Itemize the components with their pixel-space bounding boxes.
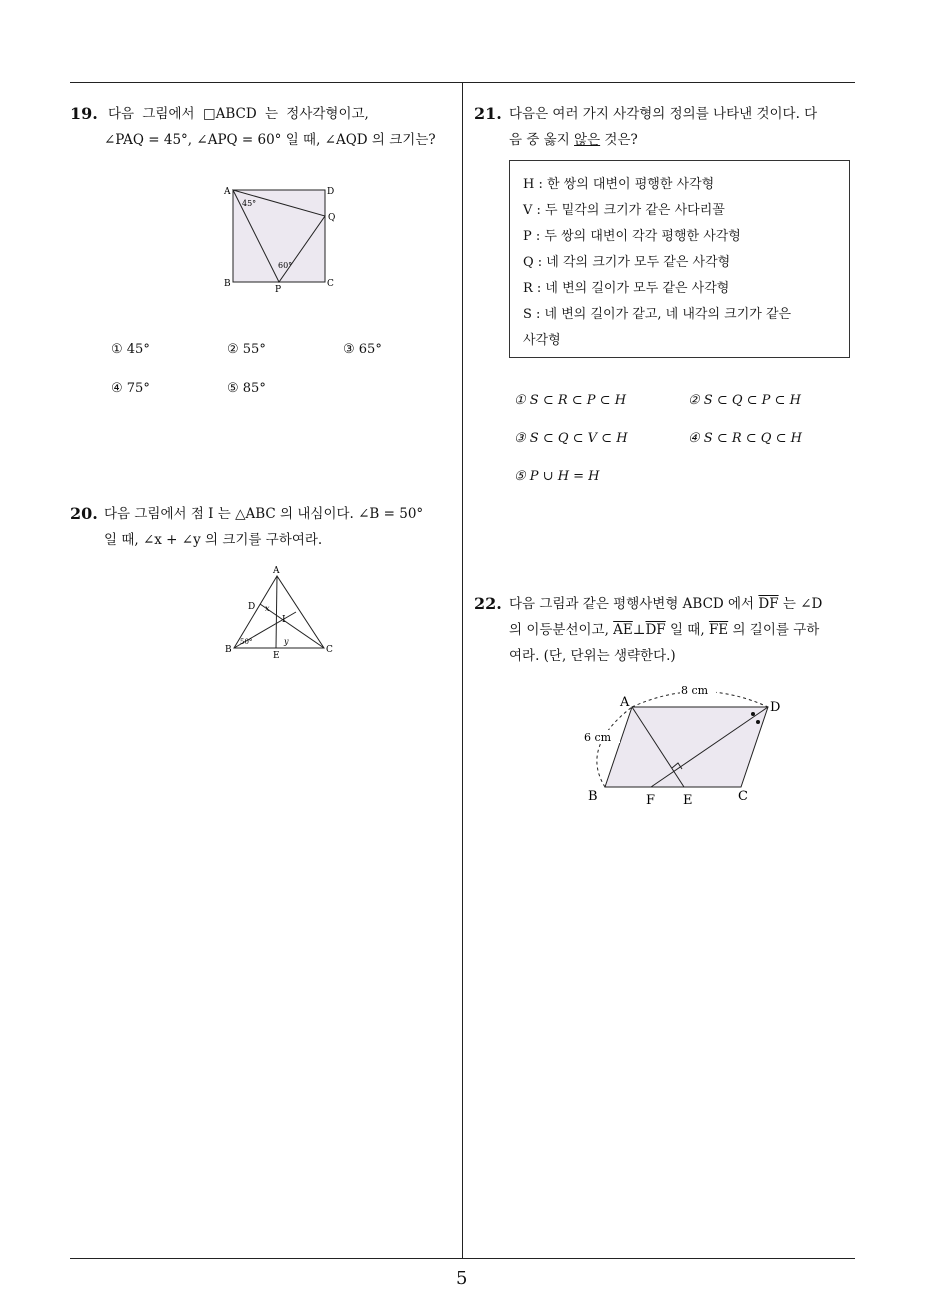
q22-line1-post: 는 ∠D (778, 596, 823, 612)
q21-def-S: S : 네 변의 길이가 같고, 네 내각의 크기가 같은 (523, 307, 792, 322)
q19-label-A: A (224, 187, 231, 197)
q20-label-C: C (326, 645, 333, 655)
q20-label-A: A (273, 566, 280, 576)
q22-length-6cm: 6 cm (584, 731, 612, 744)
q22-label-F: F (646, 793, 656, 808)
q21-def-S-cont: 사각형 (523, 333, 561, 348)
q19-choice-5[interactable]: ⑤ 85° (227, 381, 266, 396)
q21-underlined-word: 않은 (574, 132, 601, 148)
q19-angle-60: 60° (278, 261, 293, 270)
q20-line2: 일 때, ∠x + ∠y 의 크기를 구하여라. (104, 532, 323, 548)
q19-line2: ∠PAQ = 45°, ∠APQ = 60° 일 때, ∠AQD 의 크기는? (104, 132, 436, 148)
q22-parallelogram-figure (580, 678, 800, 808)
q21-choice-5[interactable]: ⑤ P ∪ H = H (514, 469, 600, 484)
q19-choice-1[interactable]: ① 45° (111, 342, 150, 357)
q19-choice-3[interactable]: ③ 65° (343, 342, 382, 357)
q20-line1: 다음 그림에서 점 I 는 △ABC 의 내심이다. ∠B = 50° (104, 506, 424, 522)
q19-angle-45: 45° (242, 199, 257, 208)
q21-choice-3[interactable]: ③ S ⊂ Q ⊂ V ⊂ H (514, 431, 628, 446)
q21-choice-4[interactable]: ④ S ⊂ R ⊂ Q ⊂ H (688, 431, 802, 446)
q22-line2-mid: 일 때, (665, 622, 709, 638)
q21-choice-1[interactable]: ① S ⊂ R ⊂ P ⊂ H (514, 393, 627, 408)
q22-seg-AE: $\overline{AE}$ (613, 622, 633, 638)
q19-label-B: B (224, 279, 231, 289)
q20-label-I: I (282, 615, 286, 625)
q21-line1: 다음은 여러 가지 사각형의 정의를 나타낸 것이다. 다 (509, 106, 818, 122)
q22-label-D: D (770, 700, 781, 715)
q22-label-A: A (620, 695, 630, 710)
q22-label-C: C (738, 789, 748, 804)
q20-label-D: D (248, 602, 256, 612)
q22-line2-post: 의 길이를 구하 (728, 622, 820, 638)
q19-label-Q: Q (328, 213, 336, 223)
q21-line2-pre: 음 중 옳지 (509, 132, 575, 148)
q19-label-C: C (327, 279, 334, 289)
q21-number: 21. (474, 104, 502, 123)
q22-line3: 여라. (단, 단위는 생략한다.) (509, 648, 676, 664)
q22-seg-DF-2: $\overline{DF}$ (645, 622, 666, 638)
q20-angle-x: x (265, 604, 270, 613)
q20-number: 20. (70, 504, 98, 523)
q21-def-Q: Q : 네 각의 크기가 모두 같은 사각형 (523, 255, 731, 270)
q22-line2-pre: 의 이등분선이고, (509, 622, 614, 638)
q21-def-R: R : 네 변의 길이가 모두 같은 사각형 (523, 281, 730, 296)
q19-label-D: D (327, 187, 335, 197)
q22-line1-pre: 다음 그림과 같은 평행사변형 ABCD 에서 (509, 596, 759, 612)
q21-def-P: P : 두 쌍의 대변이 각각 평행한 사각형 (523, 229, 741, 244)
q19-number: 19. (70, 104, 98, 123)
q19-square-figure (218, 182, 348, 294)
q22-label-E: E (683, 793, 693, 808)
q21-line2 (509, 127, 638, 153)
q22-number: 22. (474, 594, 502, 613)
q22-seg-DF: $\overline{DF}$ (758, 596, 779, 612)
q19-line1: 다음 그림에서 □ABCD 는 정사각형이고, (108, 106, 369, 122)
q21-def-V: V : 두 밑각의 크기가 같은 사다리꼴 (523, 203, 725, 218)
q19-label-P: P (275, 285, 282, 294)
q22-label-B: B (588, 789, 598, 804)
q20-label-B: B (225, 645, 232, 655)
q22-seg-FE: $\overline{FE}$ (708, 622, 729, 638)
q19-choice-4[interactable]: ④ 75° (111, 381, 150, 396)
q21-line2-post: 것은? (600, 132, 638, 148)
bottom-rule (70, 1258, 855, 1259)
q22-line2 (509, 617, 819, 643)
q21-choice-2[interactable]: ② S ⊂ Q ⊂ P ⊂ H (688, 393, 801, 408)
q20-triangle-figure (222, 562, 342, 662)
column-divider (462, 83, 463, 1259)
page-number: 5 (456, 1268, 468, 1289)
q21-def-H: H : 한 쌍의 대변이 평행한 사각형 (523, 177, 715, 192)
q20-label-E: E (273, 651, 280, 661)
q19-choice-2[interactable]: ② 55° (227, 342, 266, 357)
q22-perp: ⊥ (632, 622, 646, 638)
q22-length-8cm: 8 cm (681, 684, 709, 697)
q20-angle-B: 50° (240, 638, 253, 646)
q22-line1 (509, 591, 822, 617)
q20-angle-y: y (284, 637, 289, 646)
q21-definition-box (509, 160, 850, 358)
